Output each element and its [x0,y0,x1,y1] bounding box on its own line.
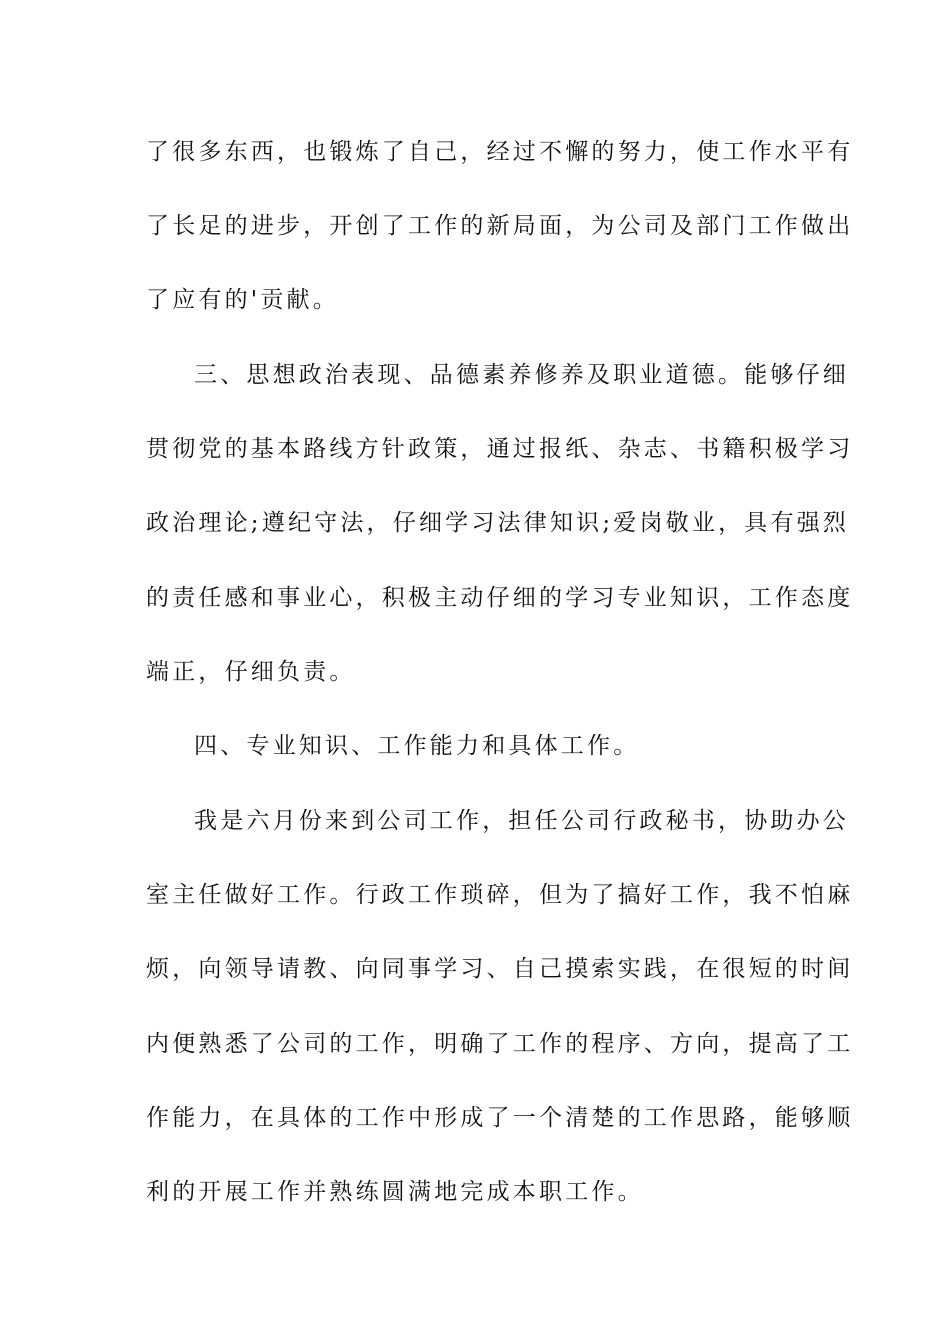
text-line: 的责任感和事业心，积极主动仔细的学习专业知识，工作态度 [146,585,854,611]
text-line: 贯彻党的基本路线方针政策，通过报纸、杂志、书籍积极学习 [146,436,854,462]
section-heading-3: 三、思想政治表现、品德素养修养及职业道德。能够仔细 [194,362,849,388]
text-line: 烦，向领导请教、向同事学习、自己摸索实践，在很短的时间 [146,956,854,982]
text-line: 政治理论;遵纪守法，仔细学习法律知识;爱岗敬业，具有强烈 [146,510,850,536]
text-line: 了长足的进步，开创了工作的新局面，为公司及部门工作做出 [146,213,854,239]
text-line: 了很多东西，也锻炼了自己，经过不懈的努力，使工作水平有 [146,139,854,165]
text-line: 作能力，在具体的工作中形成了一个清楚的工作思路，能够顺 [146,1105,854,1131]
text-line: 利的开展工作并熟练圆满地完成本职工作。 [146,1179,644,1205]
text-line: 我是六月份来到公司工作，担任公司行政秘书，协助办公 [194,808,849,834]
text-line: 内便熟悉了公司的工作，明确了工作的程序、方向，提高了工 [146,1031,854,1057]
text-line: 了应有的'贡献。 [146,287,339,313]
text-line: 室主任做好工作。行政工作琐碎，但为了搞好工作，我不怕麻 [146,882,854,908]
section-heading-4: 四、专业知识、工作能力和具体工作。 [194,733,640,759]
text-line: 端正，仔细负责。 [146,659,356,685]
